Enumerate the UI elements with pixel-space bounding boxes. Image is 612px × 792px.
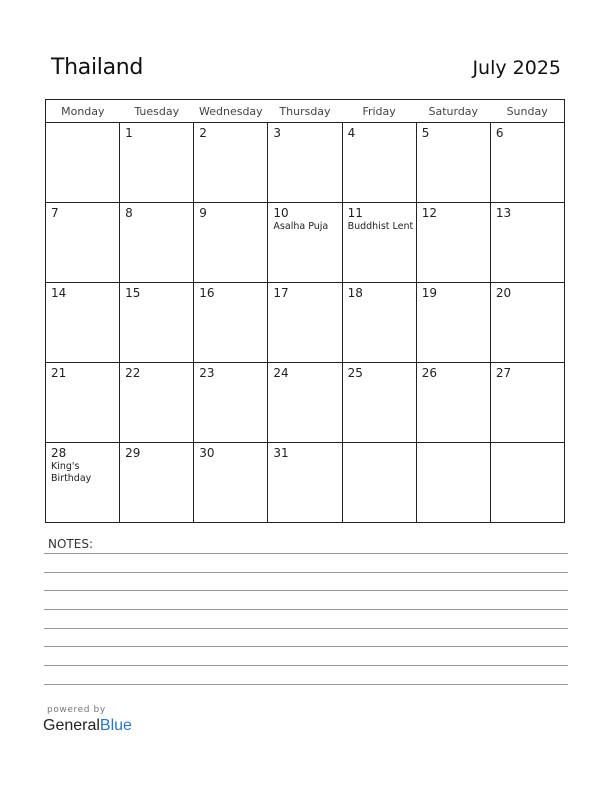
day-number: 7 [51, 206, 59, 220]
weekday-thursday: Thursday [268, 100, 342, 123]
day-number: 9 [199, 206, 207, 220]
day-cell [46, 363, 120, 443]
day-number: 16 [199, 286, 215, 300]
day-cell [120, 283, 194, 363]
powered-by-text: powered by [47, 705, 106, 715]
day-cell [46, 203, 120, 283]
holiday-label: Buddhist Lent [347, 221, 414, 232]
day-number: 28 [51, 446, 67, 460]
day-cell [490, 123, 564, 203]
day-number: 4 [347, 126, 356, 140]
day-number: 3 [273, 126, 282, 140]
day-number: 19 [421, 286, 437, 300]
week-row [46, 203, 565, 283]
weekday-saturday: Saturday [416, 100, 490, 123]
day-cell [342, 283, 416, 363]
notes-label: NOTES: [48, 537, 93, 551]
day-cell [268, 283, 342, 363]
day-cell [46, 443, 120, 523]
day-number: 26 [421, 366, 437, 380]
day-cell [490, 203, 564, 283]
day-cell [416, 443, 490, 523]
notes-line [44, 628, 568, 629]
day-cell [268, 123, 342, 203]
generalblue-logo [43, 717, 132, 735]
day-number: 24 [273, 366, 289, 380]
weekday-header-row [46, 100, 565, 123]
day-cell [342, 363, 416, 443]
day-number: 22 [125, 366, 141, 380]
day-number: 18 [347, 286, 363, 300]
holiday-label: King's Birthday [51, 461, 92, 484]
day-cell [490, 283, 564, 363]
day-number: 25 [347, 366, 363, 380]
day-cell [416, 123, 490, 203]
day-cell [194, 283, 268, 363]
weekday-tuesday: Tuesday [120, 100, 194, 123]
day-number: 13 [495, 206, 512, 220]
day-cell [268, 443, 342, 523]
weekday-friday: Friday [342, 100, 416, 123]
day-cell [342, 203, 416, 283]
day-cell [120, 123, 194, 203]
day-cell [120, 363, 194, 443]
day-cell [268, 203, 342, 283]
day-cell [416, 363, 490, 443]
notes-line [44, 665, 568, 666]
day-number: 21 [51, 366, 67, 380]
day-number: 1 [125, 126, 133, 140]
country-title: Thailand [51, 55, 144, 80]
notes-line [44, 609, 568, 610]
day-cell [46, 283, 120, 363]
day-cell [194, 363, 268, 443]
day-number: 30 [199, 446, 215, 460]
day-number: 17 [273, 286, 289, 300]
day-number: 8 [125, 206, 133, 220]
week-row [46, 363, 565, 443]
day-number: 6 [495, 126, 504, 140]
day-number: 10 [273, 206, 289, 220]
notes-line [44, 590, 568, 591]
day-cell [342, 123, 416, 203]
week-row [46, 283, 565, 363]
weekday-wednesday: Wednesday [194, 100, 268, 123]
calendar-grid [45, 99, 565, 523]
day-number: 27 [495, 366, 512, 380]
notes-line [44, 572, 568, 573]
day-cell [268, 363, 342, 443]
day-cell [194, 123, 268, 203]
week-row [46, 123, 565, 203]
day-number: 23 [199, 366, 215, 380]
day-number: 31 [273, 446, 289, 460]
month-title: July 2025 [472, 57, 561, 79]
day-cell [120, 203, 194, 283]
day-cell [194, 443, 268, 523]
brand-blue: Blue [99, 717, 132, 734]
weekday-monday: Monday [46, 100, 120, 123]
day-number: 29 [125, 446, 141, 460]
notes-line [44, 684, 568, 685]
notes-line [44, 646, 568, 647]
notes-line [44, 553, 568, 554]
day-number: 20 [495, 286, 512, 300]
weekday-sunday: Sunday [490, 100, 564, 123]
day-cell [46, 123, 120, 203]
day-cell [342, 443, 416, 523]
day-cell [416, 283, 490, 363]
brand-general: General [43, 717, 100, 734]
day-cell [194, 203, 268, 283]
day-number: 15 [125, 286, 141, 300]
day-cell [120, 443, 194, 523]
week-row [46, 443, 565, 523]
day-cell [490, 443, 564, 523]
day-number: 5 [421, 126, 430, 140]
day-number: 2 [199, 126, 207, 140]
day-number: 11 [347, 206, 363, 220]
holiday-label: Asalha Puja [273, 221, 329, 232]
day-number: 12 [421, 206, 437, 220]
day-cell [416, 203, 490, 283]
day-cell [490, 363, 564, 443]
day-number: 14 [51, 286, 67, 300]
